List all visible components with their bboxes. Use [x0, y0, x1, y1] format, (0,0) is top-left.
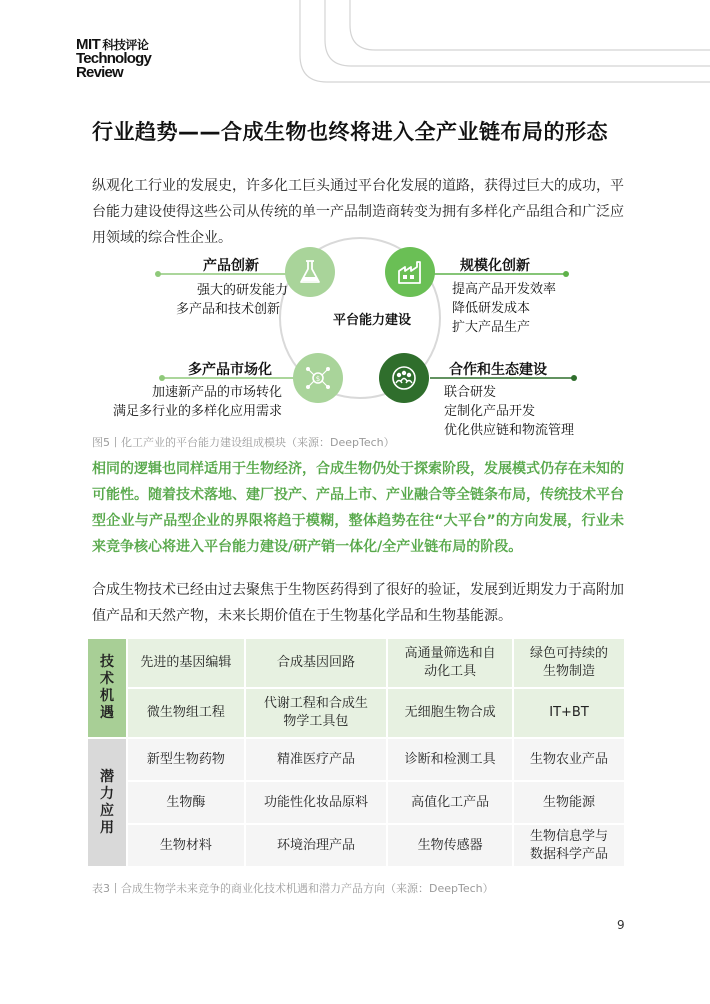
- block-lines-scale-innovation: 提高产品开发效率 降低研发成本 扩大产品生产: [452, 282, 557, 335]
- table-row: [88, 639, 624, 687]
- block-title-scale-innovation: 规模化创新: [460, 258, 530, 274]
- table-cell: 无细胞生物合成: [388, 689, 512, 737]
- table-cell: 合成基因回路: [246, 639, 386, 687]
- table-cell: 代谢工程和合成生物学工具包: [246, 689, 386, 737]
- table-cell: 生物农业产品: [514, 739, 624, 780]
- platform-capability-diagram: [0, 0, 710, 440]
- table-cell: 生物材料: [128, 825, 244, 866]
- people-icon: [390, 364, 418, 392]
- block-lines-cooperation-ecosystem: 联合研发 定制化产品开发 优化供应链和物流管理: [444, 385, 575, 438]
- diagram-center-label: 平台能力建设: [333, 313, 412, 328]
- tech-potential-table: [86, 637, 626, 868]
- block-lines-multi-product-market: 加速新产品的市场转化 满足多行业的多样化应用需求: [112, 385, 282, 419]
- table-cell: 环境治理产品: [246, 825, 386, 866]
- table-row: [88, 825, 624, 866]
- block-title-product-innovation: 产品创新: [203, 258, 259, 274]
- body-paragraph: 合成生物技术已经由过去聚焦于生物医药得到了很好的验证，发展到近期发力于高附加值产品和天然产物，未来长期价值在于生物基化学品和生物基能源。: [92, 582, 624, 624]
- table-cell: 生物传感器: [388, 825, 512, 866]
- intro-paragraph: 纵观化工行业的发展史，许多化工巨头通过平台化发展的道路，获得过巨大的成功，平台能力建设使得这些公司从传统的单一产品制造商转变为拥有多样化产品组合和广泛应用领域的综合性企业。: [92, 178, 624, 246]
- factory-icon: [396, 258, 424, 286]
- table-cell: 生物信息学与数据科学产品: [514, 825, 624, 866]
- block-title-cooperation-ecosystem: 合作和生态建设: [449, 362, 547, 378]
- table-cell: 诊断和检测工具: [388, 739, 512, 780]
- table-row: [88, 782, 624, 823]
- block-lines-product-innovation: 强大的研发能力 多产品和技术创新: [175, 283, 288, 317]
- table-cell: 新型生物药物: [128, 739, 244, 780]
- table-cell: 高通量筛选和自动化工具: [388, 639, 512, 687]
- table-caption: 表3丨合成生物学未来竞争的商业化技术机遇和潜力产品方向（来源：DeepTech）: [92, 882, 494, 895]
- tech-row-header: 技术机遇: [88, 639, 126, 737]
- table-row: [88, 689, 624, 737]
- table-cell: 生物能源: [514, 782, 624, 823]
- block-title-multi-product-market: 多产品市场化: [188, 362, 272, 378]
- page-title: 行业趋势——合成生物也终将进入全产业链布局的形态: [92, 120, 608, 144]
- table-row: [88, 739, 624, 780]
- page-number: 9: [617, 918, 625, 932]
- table-cell: 功能性化妆品原料: [246, 782, 386, 823]
- highlight-paragraph: 相同的逻辑也同样适用于生物经济，合成生物仍处于探索阶段，发展模式仍存在未知的可能性。随着技术落地、建厂投产、产品上市、产业融合等全链条布局，传统技术平台型企业与产品型企业的界限将趋于模糊，整体趋势在往“大平台”的方向发展，行业未来竞争核心将进入平台能力建设/研产销一体化/全产业链布局的阶段。: [92, 461, 624, 555]
- table-cell: 微生物组工程: [128, 689, 244, 737]
- table-cell: 先进的基因编辑: [128, 639, 244, 687]
- flask-icon: [296, 258, 324, 286]
- mit-technology-review-logo: MIT 科技评论 Technology Review: [76, 36, 152, 81]
- figure-caption: 图5丨化工产业的平台能力建设组成模块（来源：DeepTech）: [92, 436, 395, 449]
- table-cell: 生物酶: [128, 782, 244, 823]
- table-cell: 精准医疗产品: [246, 739, 386, 780]
- table-cell: IT+BT: [514, 689, 624, 737]
- potential-row-header: 潜力应用: [88, 739, 126, 866]
- network-money-icon: [304, 364, 332, 392]
- svg-text:$: $: [315, 375, 321, 383]
- table-cell: 绿色可持续的生物制造: [514, 639, 624, 687]
- table-cell: 高值化工产品: [388, 782, 512, 823]
